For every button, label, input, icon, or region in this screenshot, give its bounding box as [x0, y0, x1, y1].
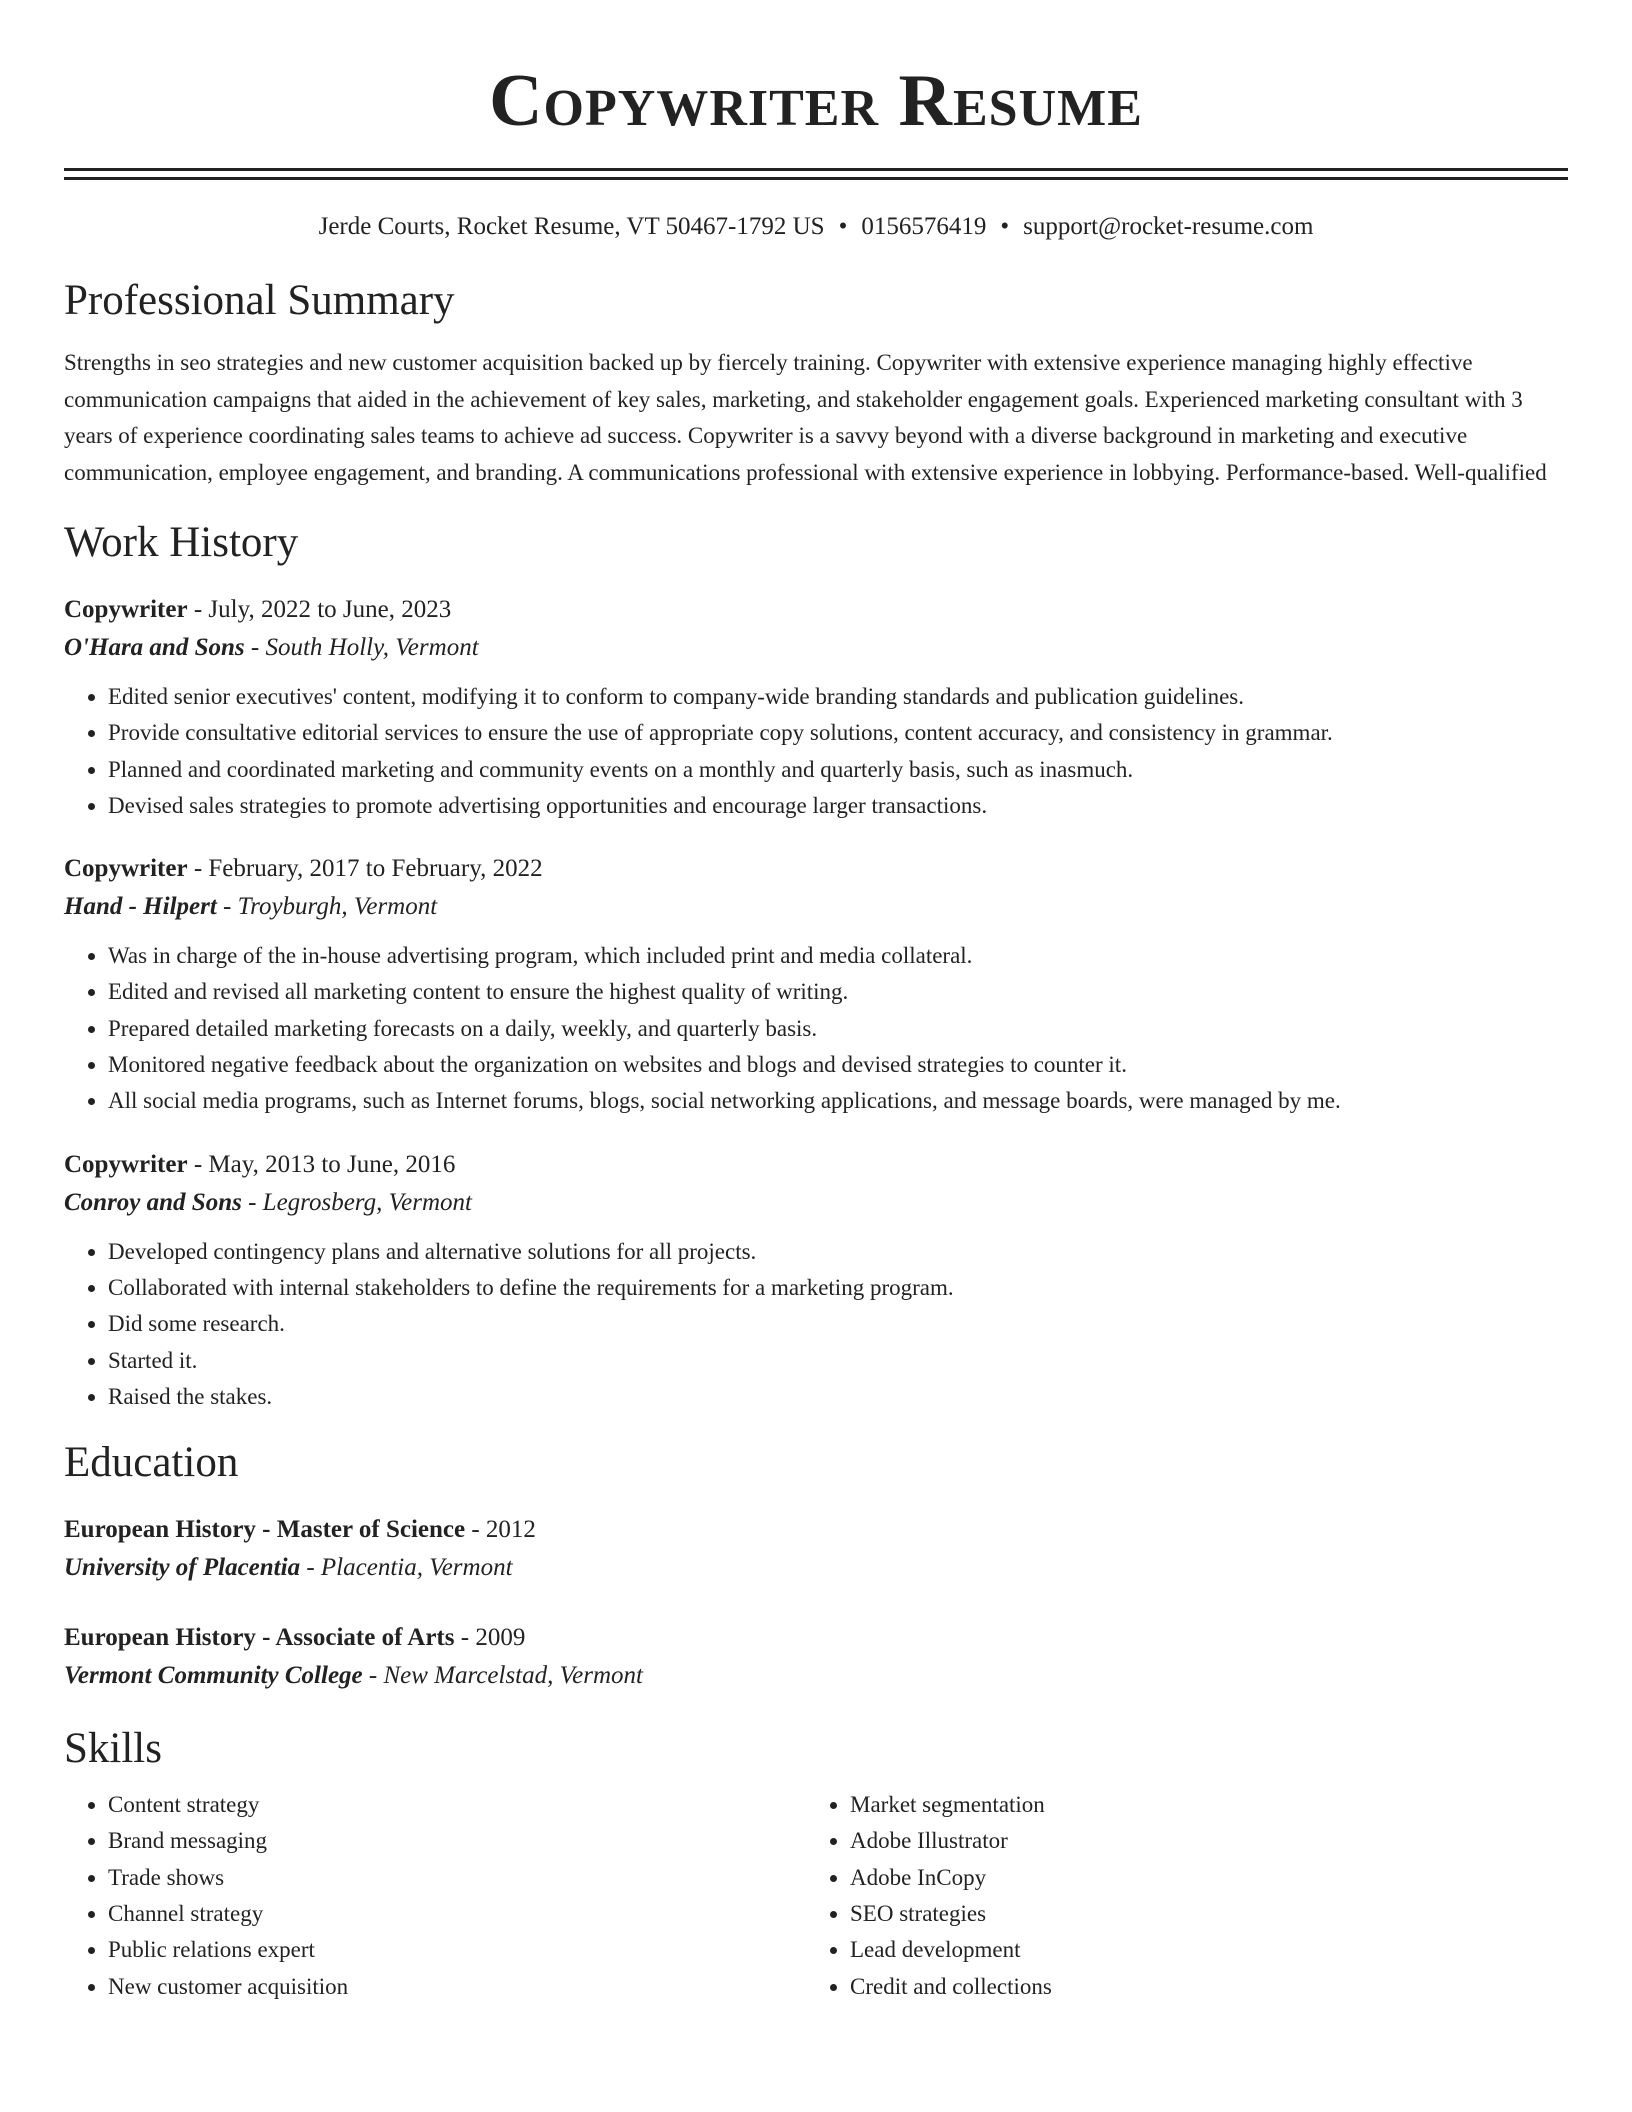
education-heading: Education	[64, 1439, 239, 1487]
skill-item: • Adobe Illustrator	[850, 1823, 1548, 1859]
work-history-heading: Work History	[64, 519, 299, 566]
contact-separator: •	[1000, 213, 1010, 240]
job-title-line	[64, 1146, 1568, 1184]
job-bullet: • Prepared detailed marketing forecasts on a daily, weekly, and quarterly basis.	[108, 1011, 1568, 1047]
job-bullets	[64, 1234, 1568, 1415]
job-bullet: • Started it.	[108, 1343, 1568, 1379]
education-degree-line	[64, 1511, 1568, 1549]
skill-item: • Brand messaging	[108, 1823, 806, 1859]
education-degree: European History - Master of Science	[64, 1516, 466, 1544]
skills-column-right	[806, 1787, 1548, 2005]
skills-column-left	[64, 1787, 806, 2005]
job-bullet: • Monitored negative feedback about the organization on websites and blogs and devised strategies to counter it.	[108, 1047, 1568, 1083]
job-title-line	[64, 591, 1568, 629]
job-dates: - February, 2017 to February, 2022	[187, 855, 543, 883]
skill-item: • Trade shows	[108, 1860, 806, 1896]
education-location: - New Marcelstad, Vermont	[362, 1662, 643, 1690]
job-dates: - May, 2013 to June, 2016	[187, 1150, 456, 1178]
education-degree-line	[64, 1619, 1568, 1657]
job-org-line	[64, 888, 1568, 926]
education-location: - Placentia, Vermont	[300, 1554, 513, 1582]
job-title-line	[64, 850, 1568, 888]
job-bullet: • Developed contingency plans and alternative solutions for all projects.	[108, 1234, 1568, 1270]
resume-title: Copywriter Resume	[489, 60, 1143, 142]
job-bullet: • Collaborated with internal stakeholders to define the requirements for a marketing program.	[108, 1270, 1568, 1306]
summary-heading: Professional Summary	[64, 277, 455, 324]
education-year: - 2012	[465, 1516, 536, 1544]
skills-list	[64, 1787, 1568, 2005]
job-bullet: • Provide consultative editorial services to ensure the use of appropriate copy solutions, content accuracy, and consistency in grammar.	[108, 715, 1568, 751]
job-org: O'Hara and Sons	[64, 634, 245, 661]
education-school-line	[64, 1549, 1568, 1587]
job-location: - Troyburgh, Vermont	[216, 893, 438, 921]
job-bullet: • Edited and revised all marketing content to ensure the highest quality of writing.	[108, 974, 1568, 1010]
job-role: Copywriter	[64, 1150, 188, 1178]
skill-item: • New customer acquisition	[108, 1969, 806, 2005]
contact-email: support@rocket-resume.com	[1023, 213, 1314, 240]
job-bullet: • Raised the stakes.	[108, 1379, 1568, 1415]
job-entry	[64, 1146, 1568, 1415]
job-org-line	[64, 629, 1568, 667]
summary-text: Strengths in seo strategies and new customer acquisition backed up by fiercely training. Copywriter with extensive experience managing highly effective communication campaigns that aided in the achievement of key sales, marketing, and stakeholder engagement goals. Experienced marketing consultant with 3 years of experience coordinating sales teams to achieve ad success. Copywriter is a savvy beyond with a diverse background in marketing and executive communication, employee engagement, and branding. A communications professional with extensive experience in lobbying. Performance-based. Well-qualified	[64, 350, 1547, 485]
job-org-line	[64, 1184, 1568, 1222]
skill-item: • Credit and collections	[850, 1969, 1548, 2005]
contact-line	[64, 211, 1568, 243]
job-role: Copywriter	[64, 855, 188, 883]
job-entry	[64, 591, 1568, 824]
job-location: - South Holly, Vermont	[244, 634, 479, 661]
contact-separator: •	[838, 213, 848, 240]
job-org: Conroy and Sons	[64, 1188, 242, 1216]
job-bullet: • Edited senior executives' content, modifying it to conform to company-wide branding standards and publication guidelines.	[108, 679, 1568, 715]
skill-item: • SEO strategies	[850, 1896, 1548, 1932]
job-bullet: • All social media programs, such as Internet forums, blogs, social networking applications, and message boards, were managed by me.	[108, 1083, 1568, 1119]
contact-phone: 0156576419	[861, 213, 987, 240]
contact-address: Jerde Courts, Rocket Resume, VT 50467-1792 US	[318, 213, 825, 240]
job-bullet: • Planned and coordinated marketing and community events on a monthly and quarterly basis, such as inasmuch.	[108, 752, 1568, 788]
job-bullets	[64, 679, 1568, 824]
education-school: University of Placentia	[64, 1554, 301, 1582]
education-entry	[64, 1511, 1568, 1587]
skill-item: • Adobe InCopy	[850, 1860, 1548, 1896]
job-org: Hand - Hilpert	[64, 893, 217, 921]
skill-item: • Market segmentation	[850, 1787, 1548, 1823]
skill-item: • Content strategy	[108, 1787, 806, 1823]
job-location: - Legrosberg, Vermont	[241, 1188, 472, 1216]
job-entry	[64, 850, 1568, 1119]
job-bullets	[64, 938, 1568, 1119]
job-bullet: • Devised sales strategies to promote advertising opportunities and encourage larger transactions.	[108, 788, 1568, 824]
education-year: - 2009	[454, 1624, 526, 1652]
education-degree: European History - Associate of Arts	[64, 1624, 455, 1652]
skill-item: • Channel strategy	[108, 1896, 806, 1932]
education-entry	[64, 1619, 1568, 1695]
education-school-line	[64, 1657, 1568, 1695]
job-dates: - July, 2022 to June, 2023	[187, 596, 452, 623]
title-divider	[64, 168, 1568, 171]
skill-item: • Public relations expert	[108, 1932, 806, 1968]
skill-item: • Lead development	[850, 1932, 1548, 1968]
education-school: Vermont Community College	[64, 1662, 363, 1690]
job-bullet: • Was in charge of the in-house advertising program, which included print and media collateral.	[108, 938, 1568, 974]
job-role: Copywriter	[64, 596, 188, 623]
skills-heading: Skills	[64, 1725, 162, 1773]
job-bullet: • Did some research.	[108, 1306, 1568, 1342]
